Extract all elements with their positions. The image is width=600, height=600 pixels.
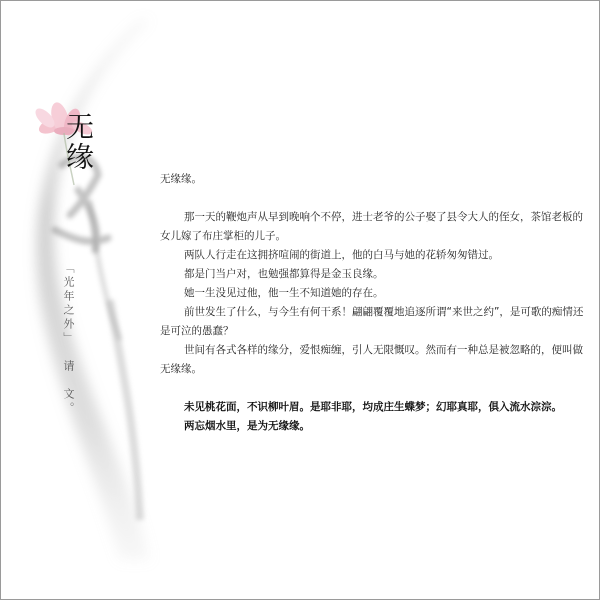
paragraph: 都是门当户对，也勉强都算得是金玉良缘。 bbox=[184, 268, 384, 280]
article-title: 无缘缘。 bbox=[160, 173, 202, 185]
paragraph: 两队人行走在这拥挤喧闹的街道上，他的白马与她的花轿匆匆错过。 bbox=[184, 249, 499, 261]
work-title: 「光年之外」 bbox=[62, 262, 75, 346]
closing-verse: 未见桃花面，不识柳叶眉。是耶非耶，均成庄生蝶梦；幻耶真耶，俱入流水淙淙。 bbox=[184, 401, 562, 413]
paragraph: 前世发生了什么，与今生有何干系！翩翩覆覆地追逐所谓“来世之约”，是可歌的痴情还是可泣的愚蠢？ bbox=[160, 306, 584, 337]
paragraph: 她一生没见过他，他一生不知道她的存在。 bbox=[184, 287, 384, 299]
article-body bbox=[160, 170, 590, 436]
paragraph: 那一天的鞭炮声从早到晚响个不停，进士老爷的公子娶了县令大人的侄女，茶馆老板的女儿嫁了布庄掌柜的儿子。 bbox=[160, 211, 583, 242]
author-note-end: 文。 bbox=[62, 388, 75, 416]
vertical-subtitle bbox=[60, 262, 76, 416]
paragraph: 世间有各式各样的缘分，爱恨痴缠，引人无限慨叹。然而有一种总是被忽略的，便叫做无缘缘。 bbox=[160, 344, 583, 375]
closing-verse: 两忘烟水里，是为无缘缘。 bbox=[184, 420, 310, 432]
author-note: 请 bbox=[62, 360, 75, 374]
vertical-title: 无缘 bbox=[62, 112, 95, 172]
